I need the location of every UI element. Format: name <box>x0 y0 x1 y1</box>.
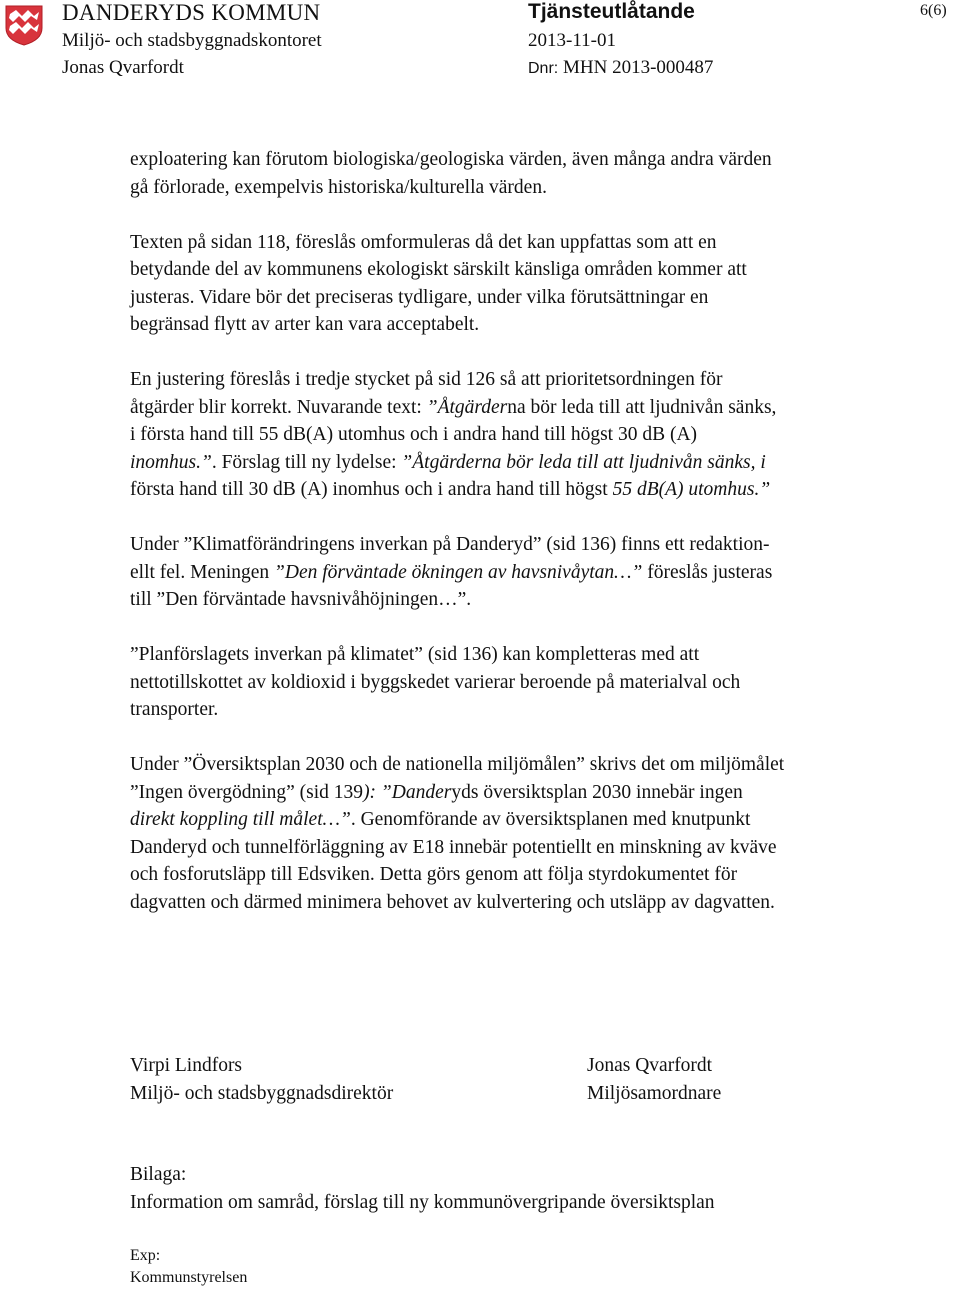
text-line: Danderyd och tunnelförläggning av E18 innebär potentiellt en minskning av kväve <box>130 836 777 858</box>
text-line: och fosforutsläpp till Edsviken. Detta görs genom att följa styrdokumentet för <box>130 864 738 885</box>
paragraph-6 <box>130 751 930 916</box>
signer-name: Jonas Qvarfordt <box>587 1055 713 1076</box>
paragraph-4 <box>130 531 930 614</box>
attachment-text: Information om samråd, förslag till ny kommunövergripande översiktsplan <box>130 1191 715 1213</box>
text-line: begränsad flytt av arter kan vara acceptabelt. <box>130 314 480 335</box>
author-name: Jonas Qvarfordt <box>62 57 184 78</box>
text-line: första hand till 30 dB (A) inomhus och i andra hand till högst 55 dB(A) utomhus.” <box>130 479 771 500</box>
signature-left <box>130 1052 393 1107</box>
text-line: dagvatten och därmed minimera behovet av kulvertering och utsläpp av dagvatten. <box>130 891 775 913</box>
text-line: transporter. <box>130 699 219 720</box>
document-date: 2013-11-01 <box>528 30 616 51</box>
paragraph-1 <box>130 146 930 201</box>
signer-title: Miljösamordnare <box>587 1082 722 1104</box>
text-line: Under ”Klimatförändringens inverkan på Danderyd” (sid 136) finns ett redaktion- <box>130 534 770 555</box>
signer-title: Miljö- och stadsbyggnadsdirektör <box>130 1082 394 1104</box>
expedition-label: Exp: <box>130 1247 161 1264</box>
dnr-value: MHN 2013-000487 <box>562 57 714 78</box>
page-number: 6(6) <box>920 2 947 19</box>
text-line: justeras. Vidare bör det preciseras tydligare, under vilka förutsättningar en <box>130 286 709 308</box>
text-line: inomhus.”. Förslag till ny lydelse: ”Åtgärderna bör leda till att ljudnivån sänks, i <box>130 451 766 473</box>
text-line: exploatering kan förutom biologiska/geologiska värden, även många andra värden <box>130 149 772 170</box>
registration-number <box>528 57 713 79</box>
document-type: Tjänsteutlåtande <box>528 0 695 23</box>
text-line: Under ”Översiktsplan 2030 och de nationella miljömålen” skrivs det om miljömålet <box>130 754 785 775</box>
expedition-section <box>130 1245 247 1289</box>
text-line: Texten på sidan 118, föreslås omformuleras då det kan uppfattas som att en <box>130 231 717 253</box>
dnr-label: Dnr: <box>528 60 559 77</box>
text-line: till ”Den förväntade havsnivåhöjningen…”. <box>130 589 472 610</box>
text-line: åtgärder blir korrekt. Nuvarande text: ”Åtgärderna bör leda till att ljudnivån sänks, <box>130 396 777 418</box>
paragraph-5 <box>130 641 930 724</box>
paragraph-2 <box>130 229 930 339</box>
expedition-recipient: Kommunstyrelsen <box>130 1269 248 1286</box>
attachment-section <box>130 1161 715 1216</box>
signer-name: Virpi Lindfors <box>130 1055 243 1076</box>
text-line: i första hand till 55 dB(A) utomhus och i andra hand till högst 30 dB (A) <box>130 424 698 445</box>
text-line: nettotillskottet av koldioxid i byggskedet varierar beroende på materialval och <box>130 671 741 693</box>
document-body <box>130 146 930 944</box>
paragraph-3 <box>130 366 930 504</box>
signature-right <box>587 1052 721 1107</box>
organization-name: DANDERYDS KOMMUN <box>62 0 321 25</box>
text-line: direkt koppling till målet…”. Genomförande av översiktsplanen med knutpunkt <box>130 809 751 830</box>
text-line: gå förlorade, exempelvis historiska/kulturella värden. <box>130 176 547 198</box>
coat-of-arms-logo-icon <box>4 4 44 46</box>
text-line: betydande del av kommunens ekologiskt särskilt känsliga områden kommer att <box>130 259 747 280</box>
department-name: Miljö- och stadsbyggnadskontoret <box>62 30 322 51</box>
text-line: ”Planförslagets inverkan på klimatet” (sid 136) kan kompletteras med att <box>130 644 700 665</box>
text-line: ”Ingen övergödning” (sid 139): ”Danderyds översiktsplan 2030 innebär ingen <box>130 781 743 803</box>
text-line: En justering föreslås i tredje stycket på sid 126 så att prioritetsordningen för <box>130 369 723 390</box>
attachment-label: Bilaga: <box>130 1164 187 1185</box>
text-line: ellt fel. Meningen ”Den förväntade ökningen av havsnivåytan…” föreslås justeras <box>130 561 773 583</box>
